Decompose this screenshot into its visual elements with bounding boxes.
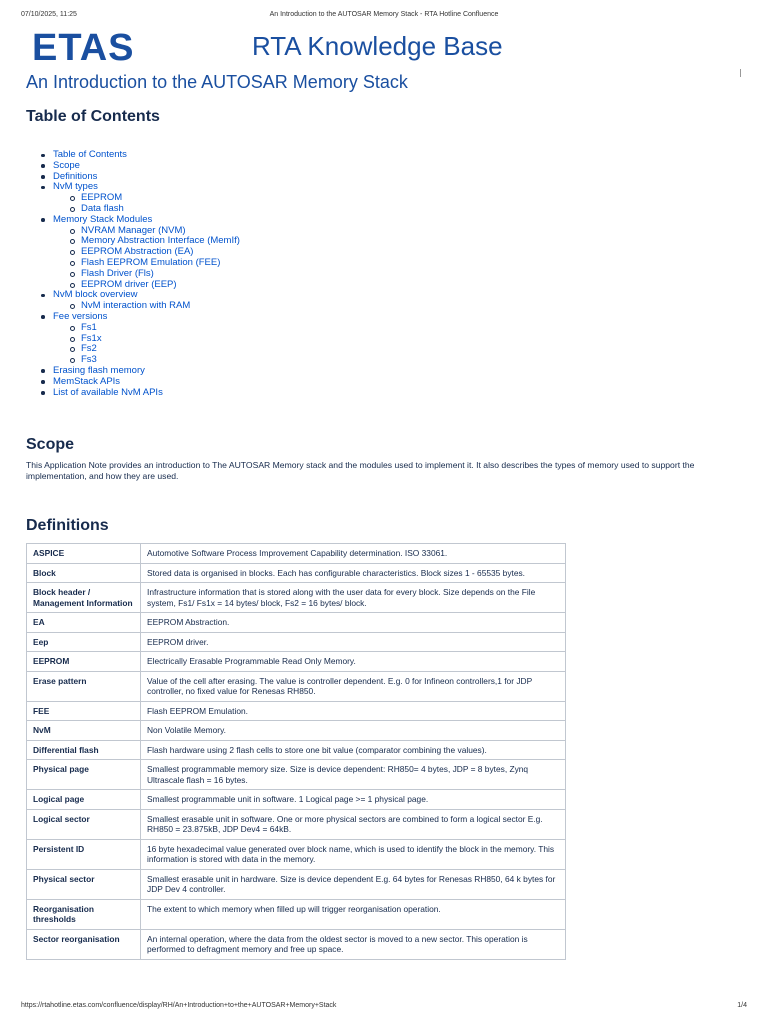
definition-text: Smallest erasable unit in software. One or more physical sectors are combined to form a logical sector E.g. RH850 = 23.875kB, JDP Dev4 = 64kB. bbox=[141, 809, 566, 839]
definition-row bbox=[27, 899, 566, 929]
toc-item bbox=[26, 388, 426, 399]
toc-link[interactable]: MemStack APIs bbox=[53, 375, 121, 387]
toc-link[interactable]: NvM block overview bbox=[53, 289, 138, 301]
definition-term: ASPICE bbox=[27, 544, 141, 564]
toc-sublink[interactable]: Fs1 bbox=[81, 321, 97, 333]
definition-row bbox=[27, 929, 566, 959]
toc-link[interactable]: NvM types bbox=[53, 181, 98, 193]
definition-text: Non Volatile Memory. bbox=[141, 721, 566, 741]
definition-row bbox=[27, 790, 566, 810]
scope-heading: Scope bbox=[26, 436, 75, 453]
page-title: An Introduction to the AUTOSAR Memory Stack bbox=[26, 72, 408, 92]
definition-term: Block bbox=[27, 563, 141, 583]
definition-term: EA bbox=[27, 613, 141, 633]
definition-text: 16 byte hexadecimal value generated over block name, which is used to identify the block in the memory. This information is stored with data in the memory. bbox=[141, 839, 566, 869]
definition-text: An internal operation, where the data from the oldest sector is moved to a new sector. This operation is performed to defragment memory and free up space. bbox=[141, 929, 566, 959]
toc-sublink[interactable]: Data flash bbox=[81, 202, 124, 214]
toc-item bbox=[26, 215, 426, 291]
etas-logo-mark bbox=[32, 27, 144, 67]
toc-sublink[interactable]: EEPROM driver (EEP) bbox=[81, 278, 177, 290]
definition-term: Logical page bbox=[27, 790, 141, 810]
toc-sublink[interactable]: Flash Driver (Fls) bbox=[81, 267, 154, 279]
print-footer bbox=[21, 1002, 747, 1012]
toc-item bbox=[26, 312, 426, 366]
toc-link[interactable]: Fee versions bbox=[53, 310, 108, 322]
etas-logo[interactable] bbox=[32, 27, 144, 67]
definition-term: EEPROM bbox=[27, 652, 141, 672]
print-date: 07/10/2025, 11:25 bbox=[21, 11, 77, 18]
definition-term: Persistent ID bbox=[27, 839, 141, 869]
toc-item bbox=[26, 290, 426, 312]
toc-sublist bbox=[53, 323, 426, 366]
definition-text: Smallest programmable unit in software. 1 Logical page >= 1 physical page. bbox=[141, 790, 566, 810]
definition-row bbox=[27, 583, 566, 613]
definition-text: The extent to which memory when filled up will trigger reorganisation operation. bbox=[141, 899, 566, 929]
toc-sublink[interactable]: Fs2 bbox=[81, 343, 97, 355]
definition-text: Flash EEPROM Emulation. bbox=[141, 701, 566, 721]
definition-term: Eep bbox=[27, 632, 141, 652]
toc-link[interactable]: Scope bbox=[53, 159, 80, 171]
definition-text: Flash hardware using 2 flash cells to store one bit value (comparator combining the values). bbox=[141, 740, 566, 760]
definition-text: Automotive Software Process Improvement Capability determination. ISO 33061. bbox=[141, 544, 566, 564]
definition-text: Electrically Erasable Programmable Read Only Memory. bbox=[141, 652, 566, 672]
toc-sublist bbox=[53, 226, 426, 291]
toc-sublink[interactable]: Fs1x bbox=[81, 332, 102, 344]
toc-link[interactable]: List of available NvM APIs bbox=[53, 386, 163, 398]
definition-row bbox=[27, 869, 566, 899]
toc-link[interactable]: Table of Contents bbox=[53, 149, 127, 160]
toc-item bbox=[26, 150, 426, 161]
toc-sublink[interactable]: EEPROM bbox=[81, 192, 123, 204]
toc-sublink[interactable]: Memory Abstraction Interface (MemIf) bbox=[81, 235, 240, 247]
toc-link[interactable]: Erasing flash memory bbox=[53, 364, 145, 376]
divider-mark bbox=[740, 69, 741, 77]
definition-term: Reorganisation thresholds bbox=[27, 899, 141, 929]
toc-sublink[interactable]: Flash EEPROM Emulation (FEE) bbox=[81, 256, 221, 268]
definition-row bbox=[27, 652, 566, 672]
toc-link[interactable]: Memory Stack Modules bbox=[53, 213, 153, 225]
print-document-title: An Introduction to the AUTOSAR Memory Stack - RTA Hotline Confluence bbox=[269, 11, 499, 18]
toc-link[interactable]: Definitions bbox=[53, 170, 98, 182]
definition-term: Erase pattern bbox=[27, 671, 141, 701]
definition-term: Sector reorganisation bbox=[27, 929, 141, 959]
page-number: 1/4 bbox=[737, 1002, 747, 1009]
definition-text: Stored data is organised in blocks. Each has configurable characteristics. Block sizes 1 - 65535 bytes. bbox=[141, 563, 566, 583]
definition-row bbox=[27, 839, 566, 869]
toc-sublist bbox=[53, 193, 426, 215]
definition-text: Value of the cell after erasing. The value is controller dependent. E.g. 0 for Infineon controllers,1 for JDP controller, no fixed value for Renesas RH850. bbox=[141, 671, 566, 701]
toc-sublink[interactable]: NvM interaction with RAM bbox=[81, 300, 191, 312]
definition-text: Infrastructure information that is stored along with the user data for every block. Size depends on the File system, Fs1/ Fs1x = 14 bytes/ block, Fs2 = 16 bytes/ block. bbox=[141, 583, 566, 613]
toc-sublink[interactable]: Fs3 bbox=[81, 354, 97, 366]
scope-paragraph: This Application Note provides an introduction to The AUTOSAR Memory stack and the modules used to implement it. It also describes the types of memory used to support the implementation, and how they are used. bbox=[26, 460, 695, 481]
definition-row bbox=[27, 544, 566, 564]
print-header bbox=[21, 11, 747, 21]
knowledge-base-title: RTA Knowledge Base bbox=[252, 31, 503, 61]
definition-row bbox=[27, 563, 566, 583]
definition-row bbox=[27, 760, 566, 790]
definition-text: EEPROM Abstraction. bbox=[141, 613, 566, 633]
toc-item bbox=[26, 182, 426, 214]
definition-term: Block header / Management Information bbox=[27, 583, 141, 613]
table-of-contents bbox=[26, 150, 426, 398]
definitions-table bbox=[26, 543, 566, 960]
definition-row bbox=[27, 613, 566, 633]
definition-text: Smallest programmable memory size. Size is device dependent: RH850= 4 bytes, JDP = 8 bytes, Zynq Ultrascale flash = 16 bytes. bbox=[141, 760, 566, 790]
toc-heading: Table of Contents bbox=[26, 108, 160, 125]
definitions-heading: Definitions bbox=[26, 517, 109, 534]
definition-term: FEE bbox=[27, 701, 141, 721]
definition-term: NvM bbox=[27, 721, 141, 741]
toc-sublist bbox=[53, 301, 426, 312]
definition-row bbox=[27, 809, 566, 839]
toc-sublink[interactable]: EEPROM Abstraction (EA) bbox=[81, 246, 194, 258]
etas-logo-text: ETAS bbox=[32, 27, 135, 67]
definition-row bbox=[27, 701, 566, 721]
definition-row bbox=[27, 632, 566, 652]
definition-term: Physical page bbox=[27, 760, 141, 790]
definition-row bbox=[27, 721, 566, 741]
definition-text: EEPROM driver. bbox=[141, 632, 566, 652]
page-url: https://rtahotline.etas.com/confluence/display/RH/An+Introduction+to+the+AUTOSAR+Memory+Stack bbox=[21, 1002, 337, 1009]
definition-term: Logical sector bbox=[27, 809, 141, 839]
toc-sublink[interactable]: NVRAM Manager (NVM) bbox=[81, 224, 186, 236]
definition-term: Physical sector bbox=[27, 869, 141, 899]
definition-text: Smallest erasable unit in hardware. Size is device dependent E.g. 64 bytes for Renesas RH850, 64 k bytes for JDP Dev 4 controller. bbox=[141, 869, 566, 899]
definition-row bbox=[27, 740, 566, 760]
definition-row bbox=[27, 671, 566, 701]
definition-term: Differential flash bbox=[27, 740, 141, 760]
